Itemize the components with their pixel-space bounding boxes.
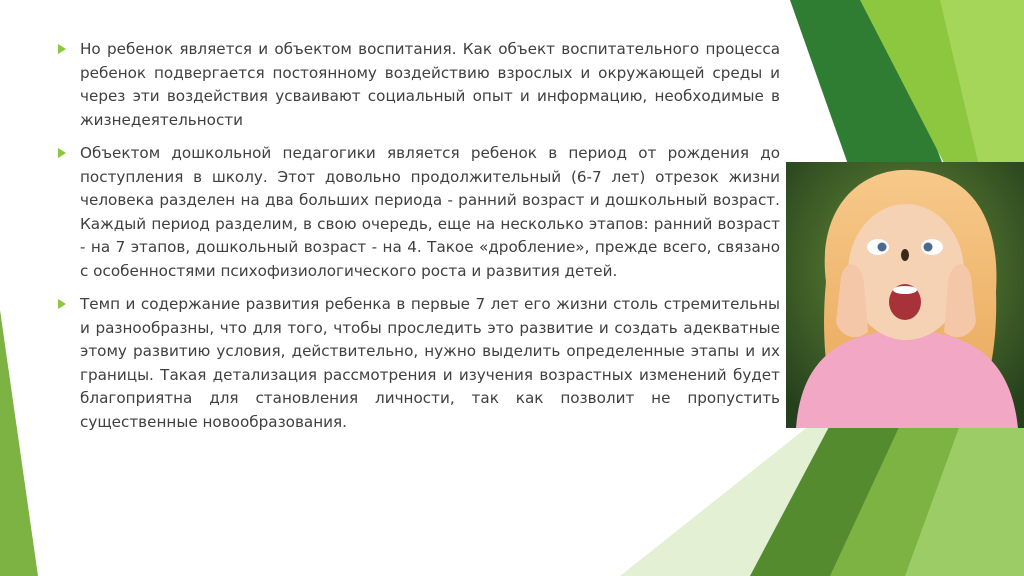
bullet-text: Темп и содержание развития ребенка в первые 7 лет его жизни столь стремительны и разнообразны, что для того, чтобы проследить это развитие и создать адекватные этому развитию условия, действительно, нужно выделить определенные этапы и их границы. Такая детализация рассмотрения и изучения возрастных изменений будет благоприятна для становления личности, так как позволит не пропустить существенные новообразования. [80,295,780,431]
bullet-item [58,293,780,434]
bullet-arrow-icon [58,44,66,54]
insect [901,249,909,261]
bullet-item [58,38,780,132]
bullet-arrow-icon [58,148,66,158]
bullet-list [58,38,780,444]
bullet-text: Объектом дошкольной педагогики является ребенок в период от рождения до поступления в школу. Этот довольно продолжительный (6-7 лет) отрезок жизни человека разделен на два больших периода - ранний возраст и дошкольный возраст. Каждый период разделим, в свою очередь, еще на несколько этапов: ранний возраст - на 7 этапов, дошкольный возраст - на 4. Такое «дробление», прежде всего, связано с особенностями психофизиологического роста и развития детей. [80,144,780,280]
bullet-arrow-icon [58,299,66,309]
child-photo [786,162,1024,428]
bullet-item [58,142,780,283]
bullet-text: Но ребенок является и объектом воспитания. Как объект воспитательного процесса ребенок подвергается постоянному воздействию взрослых и окружающей среды и через эти воздействия усваивают социальный опыт и информацию, необходимые в жизнедеятельности [80,40,780,129]
decor-left-stripe [0,310,38,576]
